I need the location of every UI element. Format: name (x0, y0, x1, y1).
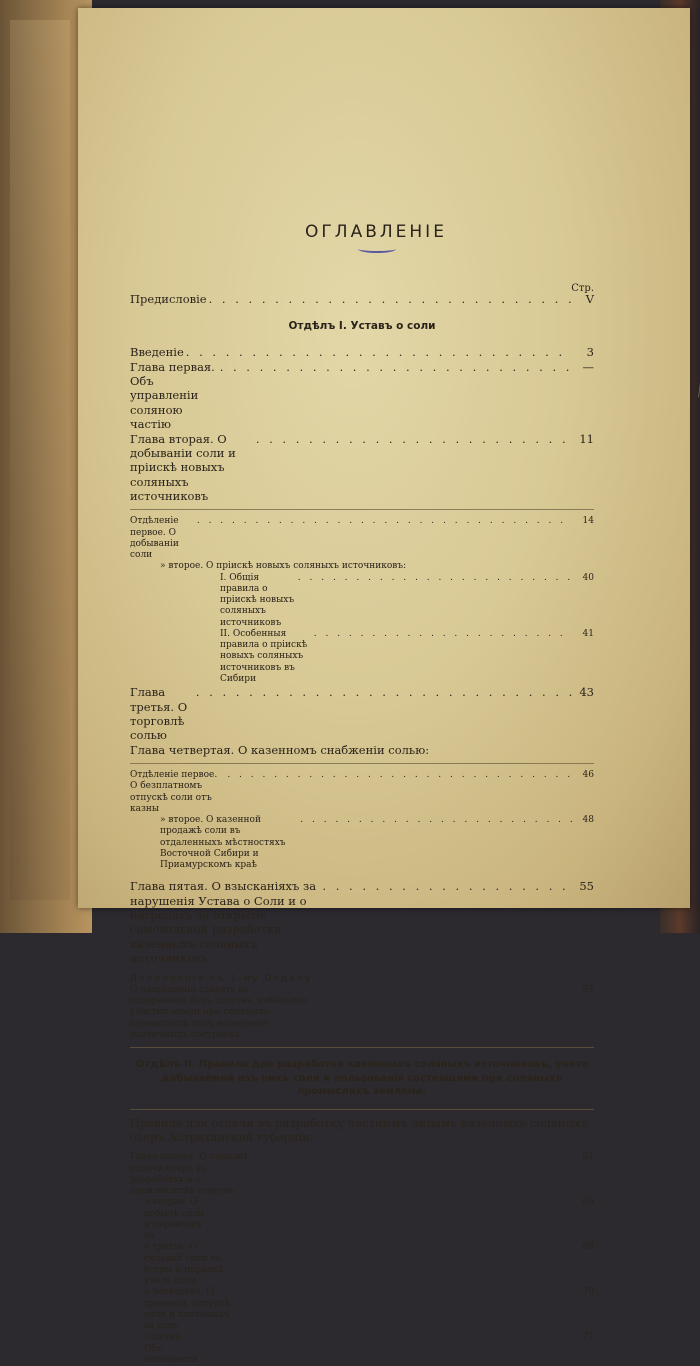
page-title: ОГЛАВЛЕНIЕ (305, 222, 447, 242)
section-subheading: Правила для отдачи въ разработку частнымъ лицамъ казенныхъ соляныхъ озеръ Астраханской губерніи: (130, 1115, 589, 1144)
toc-entry: » второе. О пріискѣ новыхъ соляныхъ источниковъ: (160, 561, 407, 572)
toc-entry: Введеніе . . . 3 (130, 345, 594, 359)
toc-entry-preface: Предисловіе . . . V (130, 292, 594, 306)
toc-entry: Глава вторая. О добываніи соли и пріискѣ новыхъ соляныхъ источниковъ . . . 11 (130, 432, 594, 504)
toc-entry: » второе. О казенной продажѣ соли въ отдаленныхъ мѣстностяхъ Восточной Сибири и Приамурскомъ краѣ . . . 48 (130, 815, 594, 871)
toc-entry: Глава четвертая. О казенномъ снабженіи солью: (130, 742, 430, 757)
divider (130, 1109, 594, 1110)
toc-entry: II. Особенныя правила о пріискѣ новыхъ соляныхъ источниковъ въ Сибири . . . 41 (130, 629, 594, 685)
toc-entry: » четвертая. О храненіи, отпускѣ соли и платежахъ за соль . . . 70 (130, 1287, 594, 1332)
title-underline-icon (358, 245, 396, 253)
toc-entry: » вторая. О добычѣ соли и перевозкѣ ея . . . 65 (130, 1197, 594, 1242)
section-heading-2: Отдѣлъ II. Правила для разработки казенныхъ соляныхъ источниковъ, учета добываемой изъ нихъ соли и пользованія состоящими при соляныхъ промыслахъ землями. (135, 1059, 589, 1097)
divider (130, 763, 594, 764)
divider (130, 1047, 594, 1048)
divider (130, 509, 594, 510)
toc-entry: Глава первая. О порядкѣ отдачи озеръ въ разработку и о производствѣ торговъ . . . 61 (130, 1152, 594, 1197)
table-of-contents (130, 222, 594, 1366)
section-heading-1: Отдѣлъ I. Уставъ о соли (288, 320, 436, 333)
toc-entry: I. Общія правила о пріискѣ новыхъ соляныхъ источниковъ . . . 40 (130, 573, 594, 629)
toc-entry: » третья. О складкѣ соли въ бугры и порядкѣ учета соли . . . 68 (130, 1242, 594, 1287)
page-column-header: Стр. (571, 283, 594, 295)
toc-entry: Отдѣленіе первое. О безплатномъ отпускѣ соли отъ казны . . . 46 (130, 770, 594, 815)
toc-entry: Глава третья. О торговлѣ солью . . . 43 (130, 685, 594, 743)
toc-entry: Дополненіе къ 1-му Отдѣлу: (130, 973, 318, 984)
toc-entry: Глава пятая. О взысканіяхъ за нарушенія Устава о Соли и о наградахъ за открытіе самовольной разработки казенныхъ соляныхъ источниковъ . . . 55 (130, 879, 594, 965)
toc-entry: О разрѣшеніи сдавать въ содержаніе, безъ торговъ, небольшіе участки земли при соляныхъ промыслахъ подъ возведеніе различныхъ построекъ . . . 57 (130, 985, 594, 1041)
toc-entry: » пятая. Объ отчетности . . . 71 (130, 1332, 594, 1366)
toc-entry: Глава первая. Объ управленіи соляною частію . . . — (130, 360, 594, 432)
toc-entry: Отдѣленіе первое. О добываніи соли . . . 14 (130, 516, 594, 561)
